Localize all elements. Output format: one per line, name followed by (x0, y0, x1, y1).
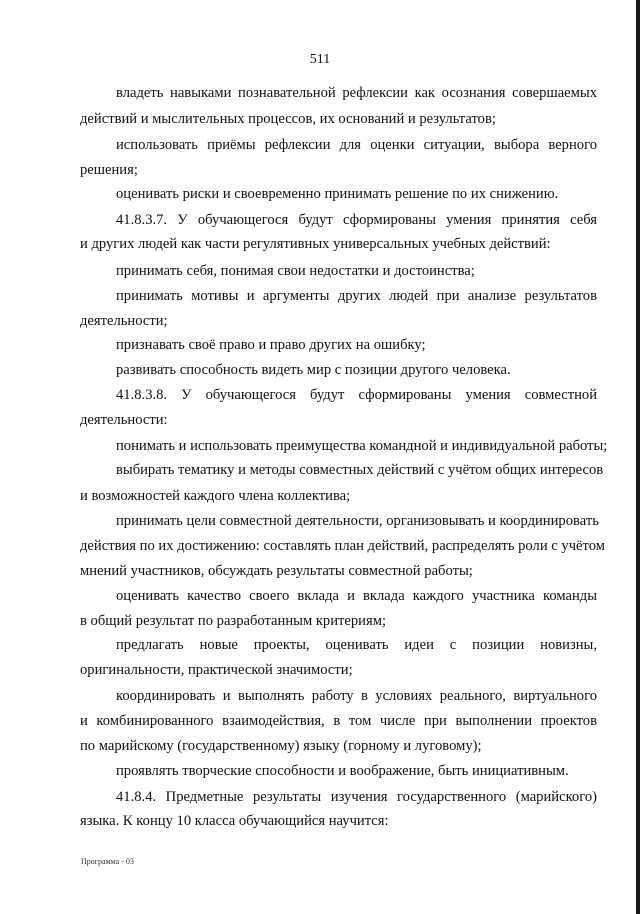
text-line: владеть навыками познавательной рефлексии как осознания совершаемых (116, 85, 597, 101)
text-line: действий и мыслительных процессов, их оснований и результатов; (80, 111, 496, 127)
text-line: языка. К концу 10 класса обучающийся научится: (80, 813, 389, 829)
text-line: принимать цели совместной деятельности, организовывать и координировать (116, 513, 599, 529)
page-number: 511 (309, 52, 331, 67)
text-line: 41.8.3.8. У обучающегося будут сформированы умения совместной (116, 387, 597, 403)
text-line: принимать мотивы и аргументы других людей при анализе результатов (116, 288, 597, 304)
text-line: проявлять творческие способности и воображение, быть инициативным. (116, 763, 569, 779)
page-edge (636, 0, 640, 914)
text-line: оценивать качество своего вклада и вклада каждого участника команды (116, 588, 597, 604)
text-line: по марийскому (государственному) языку (горному и луговому); (80, 738, 482, 754)
text-line: выбирать тематику и методы совместных действий с учётом общих интересов (116, 462, 604, 478)
text-line: признавать своё право и право других на ошибку; (116, 337, 426, 353)
footer-label: Программа - 03 (81, 857, 134, 866)
text-line: деятельности; (80, 313, 168, 329)
text-line: и возможностей каждого члена коллектива; (80, 488, 351, 504)
text-line: мнений участников, обсуждать результаты совместной работы; (80, 563, 473, 579)
text-line: понимать и использовать преимущества командной и индивидуальной работы; (116, 438, 608, 454)
text-line: действия по их достижению: составлять план действий, распределять роли с учётом (80, 538, 605, 554)
text-line: оригинальности, практической значимости; (80, 662, 353, 678)
text-line: в общий результат по разработанным критериям; (80, 613, 386, 629)
text-line: и комбинированного взаимодействия, в том числе при выполнении проектов (80, 713, 597, 729)
text-line: 41.8.4. Предметные результаты изучения государственного (марийского) (116, 789, 597, 805)
text-line: использовать приёмы рефлексии для оценки ситуации, выбора верного (116, 137, 597, 153)
text-line: принимать себя, понимая свои недостатки и достоинства; (116, 263, 475, 279)
text-line: развивать способность видеть мир с позиции другого человека. (116, 362, 511, 378)
text-line: 41.8.3.7. У обучающегося будут сформированы умения принятия себя (116, 212, 597, 228)
text-line: оценивать риски и своевременно принимать решение по их снижению. (116, 186, 559, 202)
text-line: предлагать новые проекты, оценивать идеи с позиции новизны, (116, 637, 597, 653)
text-line: координировать и выполнять работу в условиях реального, виртуального (116, 688, 597, 704)
text-line: решения; (80, 162, 138, 178)
text-line: и других людей как части регулятивных универсальных учебных действий: (80, 236, 551, 252)
text-line: деятельности: (80, 412, 168, 428)
